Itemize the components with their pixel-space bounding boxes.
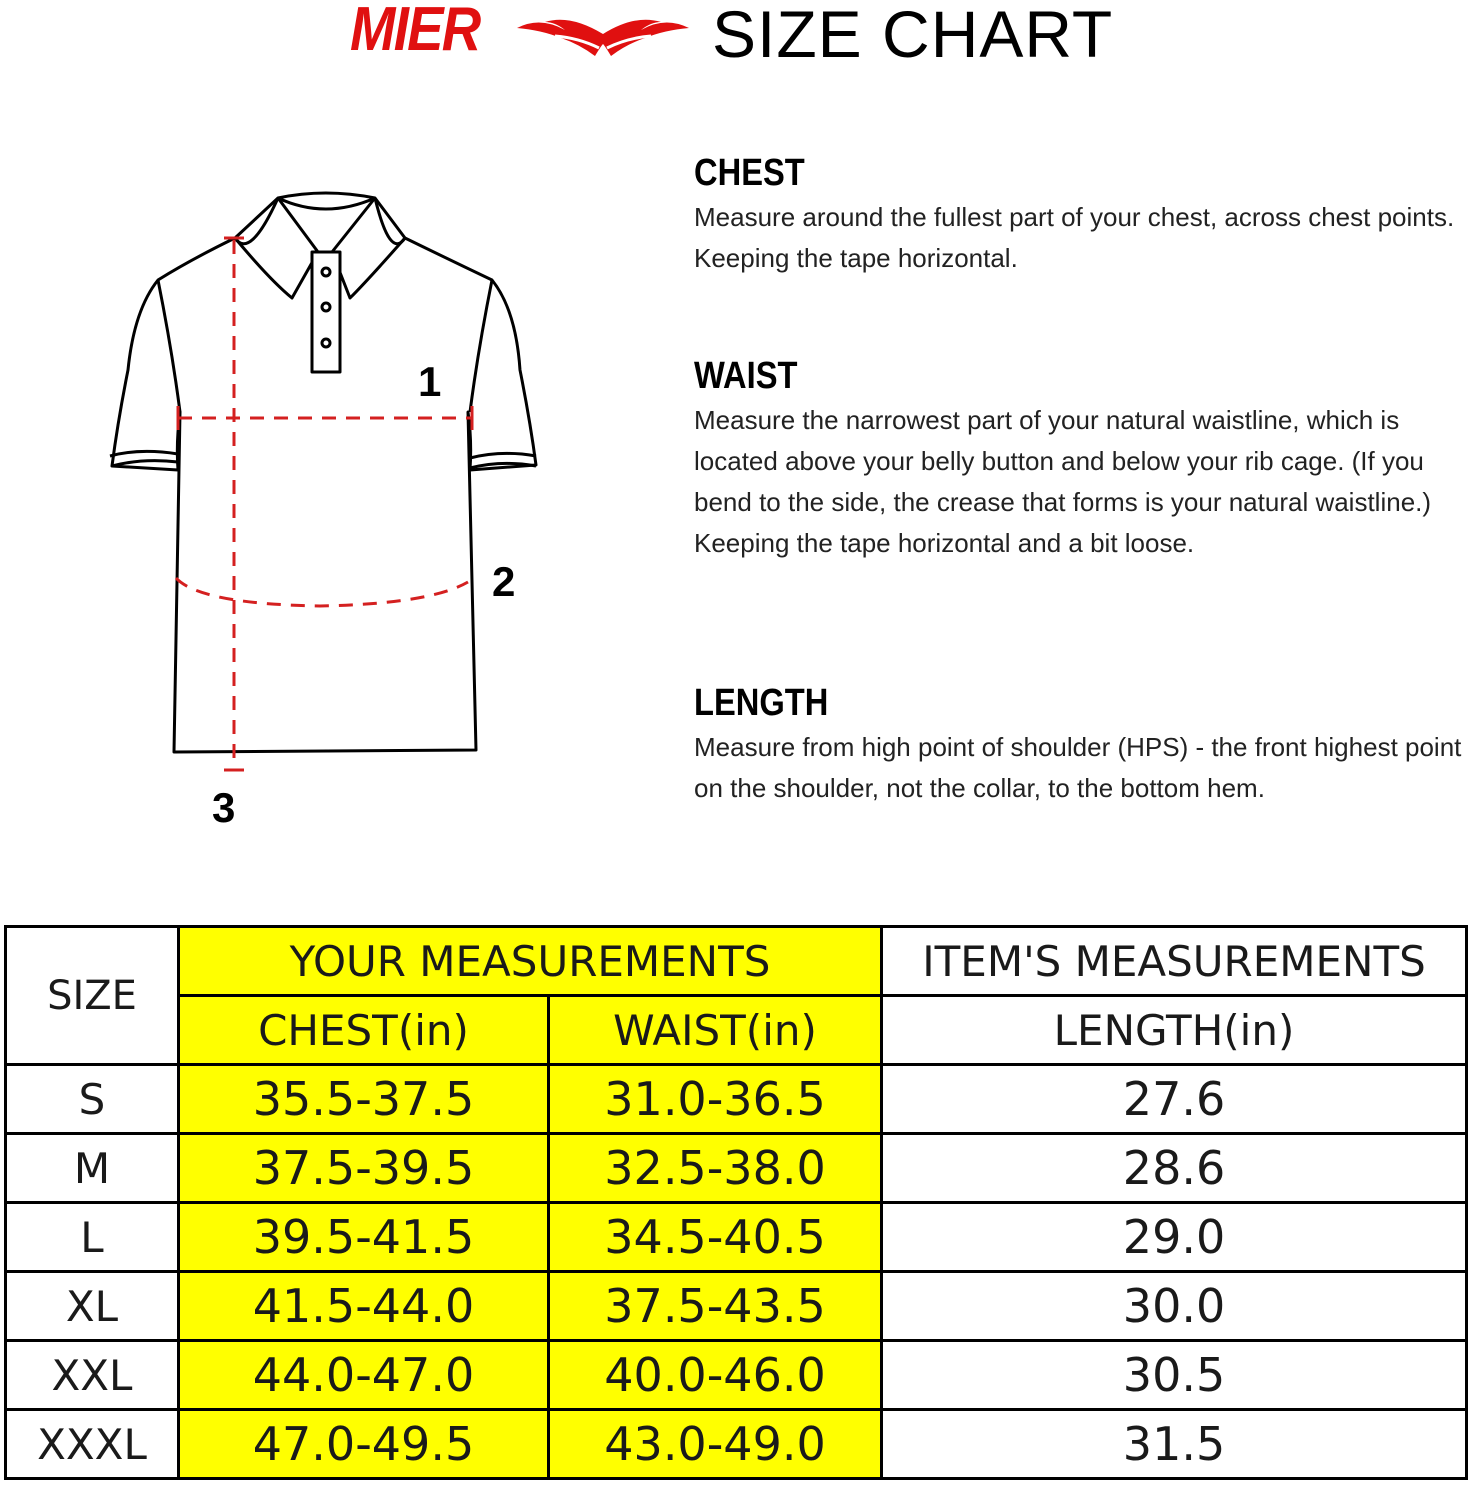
length-cell: 29.0 [882, 1203, 1467, 1272]
waist-column-header: WAIST(in) [549, 996, 882, 1065]
marker-waist: 2 [492, 558, 516, 605]
length-cell: 31.5 [882, 1410, 1467, 1479]
header [0, 0, 1469, 70]
polo-shirt-diagram [100, 180, 560, 840]
table-row [6, 1341, 1467, 1410]
size-cell: XXL [6, 1341, 179, 1410]
size-header: SIZE [6, 927, 179, 1065]
chest-cell: 41.5-44.0 [179, 1272, 549, 1341]
length-cell: 28.6 [882, 1134, 1467, 1203]
table-row [6, 1134, 1467, 1203]
table-row [6, 1272, 1467, 1341]
length-cell: 30.0 [882, 1272, 1467, 1341]
waist-cell: 32.5-38.0 [549, 1134, 882, 1203]
chest-cell: 35.5-37.5 [179, 1065, 549, 1134]
waist-heading: WAIST [694, 355, 798, 397]
marker-length: 3 [212, 784, 236, 831]
table-row [6, 1065, 1467, 1134]
size-cell: S [6, 1065, 179, 1134]
brand-name: MIER [350, 0, 480, 64]
waist-cell: 34.5-40.5 [549, 1203, 882, 1272]
length-instructions: Measure from high point of shoulder (HPS) - the front highest point on the shoulder, not the collar, to the bottom hem. [694, 732, 1462, 803]
table-row [6, 1410, 1467, 1479]
length-cell: 30.5 [882, 1341, 1467, 1410]
table-row [6, 1203, 1467, 1272]
length-guide [694, 683, 1464, 809]
chest-column-header: CHEST(in) [179, 996, 549, 1065]
waist-cell: 40.0-46.0 [549, 1341, 882, 1410]
size-cell: M [6, 1134, 179, 1203]
length-cell: 27.6 [882, 1065, 1467, 1134]
size-cell: L [6, 1203, 179, 1272]
size-rows [6, 1065, 1467, 1479]
size-table [4, 925, 1468, 1480]
chest-cell: 39.5-41.5 [179, 1203, 549, 1272]
chest-cell: 37.5-39.5 [179, 1134, 549, 1203]
chest-cell: 47.0-49.5 [179, 1410, 549, 1479]
chest-cell: 44.0-47.0 [179, 1341, 549, 1410]
size-cell: XXXL [6, 1410, 179, 1479]
waist-cell: 37.5-43.5 [549, 1272, 882, 1341]
page-title: SIZE CHART [712, 0, 1114, 71]
length-column-header: LENGTH(in) [882, 996, 1467, 1065]
brand-logo-icon [515, 8, 691, 58]
marker-chest: 1 [418, 358, 442, 405]
waist-cell: 43.0-49.0 [549, 1410, 882, 1479]
waist-cell: 31.0-36.5 [549, 1065, 882, 1134]
item-measurements-header: ITEM'S MEASUREMENTS [882, 927, 1467, 996]
waist-guide [694, 356, 1464, 564]
chest-instructions: Measure around the fullest part of your chest, across chest points. Keeping the tape horizontal. [694, 202, 1455, 273]
waist-instructions: Measure the narrowest part of your natural waistline, which is located above your belly button and below your rib cage. (If you bend to the side, the crease that forms is your natural waistline.) Keeping the tape horizontal and a bit loose. [694, 405, 1432, 558]
length-heading: LENGTH [694, 682, 829, 724]
your-measurements-header: YOUR MEASUREMENTS [179, 927, 882, 996]
chest-guide [694, 153, 1464, 279]
size-cell: XL [6, 1272, 179, 1341]
chest-heading: CHEST [694, 152, 805, 194]
